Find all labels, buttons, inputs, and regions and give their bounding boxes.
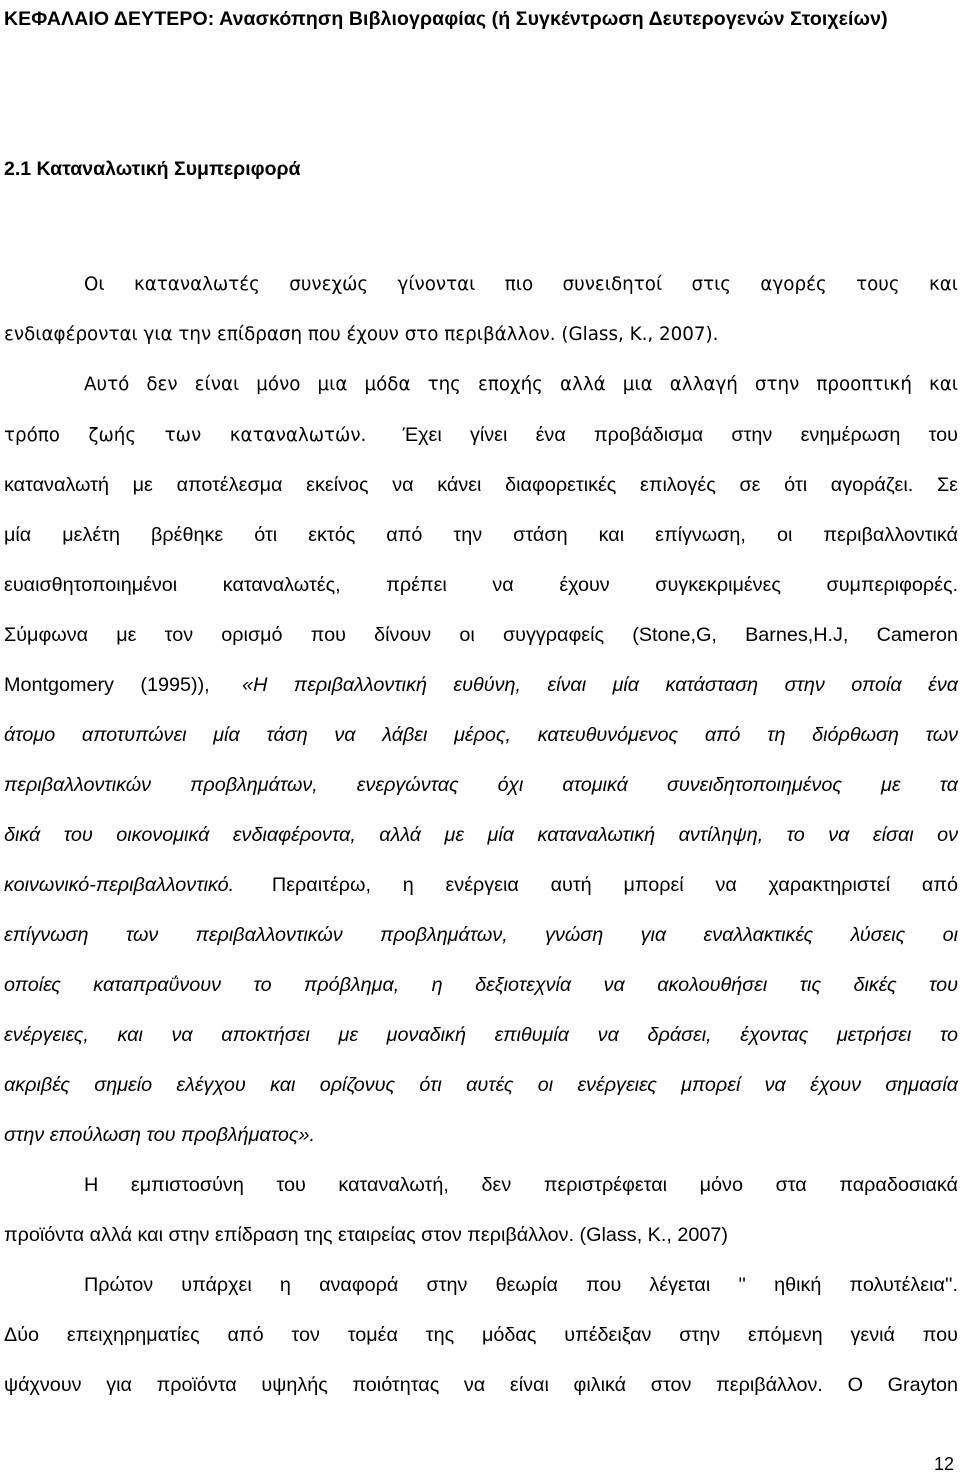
text-line: Η εμπιστοσύνη του καταναλωτή, δεν περιστρέφεται μόνο στα παραδοσιακά — [84, 1174, 958, 1196]
quote-span: κοινωνικό-περιβαλλοντικό. — [4, 874, 235, 896]
text-line: ενδιαφέρονται για την επίδραση που έχουν στο περιβάλλον. (Glass, K., 2007). — [4, 324, 719, 345]
text-line — [4, 918, 958, 952]
chapter-header: ΚΕΦΑΛΑΙΟ ΔΕΥΤΕΡΟ: Ανασκόπηση Βιβλιογραφίας (ή Συγκέντρωση Δευτερογενών Στοιχείων) — [4, 8, 888, 30]
text-span: τρόπο ζωής των καταναλωτών. — [4, 425, 367, 446]
text-line — [4, 1118, 958, 1152]
page-number: 12 — [933, 1454, 954, 1474]
text-line — [4, 668, 958, 702]
quote-span: στην επούλωση του προβλήματος». — [4, 1124, 315, 1146]
text-line: Αυτό δεν είναι μόνο μια μόδα της εποχής αλλά μια αλλαγή στην προοπτική και — [84, 374, 958, 395]
text-line: ευαισθητοποιημένοι καταναλωτές, πρέπει να έχουν συγκεκριμένες συμπεριφορές. — [4, 574, 958, 596]
text-line: μία μελέτη βρέθηκε ότι εκτός από την στάση και επίγνωση, οι περιβαλλοντικά — [4, 524, 958, 546]
text-line: ψάχνουν για προϊόντα υψηλής ποιότητας να είναι φιλικά στον περιβάλλον. Ο Grayton — [4, 1374, 958, 1396]
text-line — [4, 968, 958, 1002]
quote-span: δικά του οικονομικά ενδιαφέροντα, αλλά με μία καταναλωτική αντίληψη, το να είσαι ον — [4, 824, 958, 846]
text-span: Έχει γίνει ένα προβάδισμα στην ενημέρωση του — [402, 424, 958, 446]
text-line — [4, 418, 958, 452]
text-line: Δύο επειχηρηματίες από τον τομέα της μόδας υπέδειξαν στην επόμενη γενιά που — [4, 1324, 958, 1346]
text-line: Οι καταναλωτές συνεχώς γίνονται πιο συνειδητοί στις αγορές τους και — [84, 274, 958, 295]
text-line: Σύμφωνα με τον ορισμό που δίνουν οι συγγραφείς (Stone,G, Barnes,H.J, Cameron — [4, 624, 958, 646]
text-line: καταναλωτή με αποτέλεσμα εκείνος να κάνει διαφορετικές επιλογές σε ότι αγοράζει. Σε — [4, 474, 958, 496]
text-line — [4, 1068, 958, 1102]
text-line — [4, 1018, 958, 1052]
text-line — [4, 868, 958, 902]
quote-span: οποίες καταπραΰνουν το πρόβλημα, η δεξιοτεχνία να ακολουθήσει τις δικές του — [4, 974, 958, 996]
quote-span: ενέργειες, και να αποκτήσει με μοναδική επιθυμία να δράσει, έχοντας μετρήσει το — [4, 1024, 958, 1046]
text-line — [4, 718, 958, 752]
text-line — [4, 818, 958, 852]
text-line — [4, 768, 958, 802]
section-heading: 2.1 Καταναλωτική Συμπεριφορά — [4, 158, 301, 180]
text-span: Montgomery (1995)), — [4, 674, 210, 696]
text-span: Περαιτέρω, η ενέργεια αυτή μπορεί να χαρακτηριστεί από — [271, 874, 958, 896]
quote-span: «Η περιβαλλοντική ευθύνη, είναι μία κατάσταση στην οποία ένα — [242, 674, 958, 696]
quote-span: επίγνωση των περιβαλλοντικών προβλημάτων, γνώση για εναλλακτικές λύσεις οι — [4, 924, 958, 946]
text-line: προϊόντα αλλά και στην επίδραση της εταιρείας στον περιβάλλον. (Glass, K., 2007) — [4, 1224, 728, 1246]
quote-span: άτομο αποτυπώνει μία τάση να λάβει μέρος, κατευθυνόμενος από τη διόρθωση των — [4, 724, 958, 746]
quote-span: περιβαλλοντικών προβλημάτων, ενεργώντας όχι ατομικά συνειδητοποιημένος με τα — [4, 774, 958, 796]
text-line: Πρώτον υπάρχει η αναφορά στην θεωρία που λέγεται '' ηθική πολυτέλεια''. — [84, 1274, 958, 1296]
quote-span: ακριβές σημείο ελέγχου και ορίζονυς ότι αυτές οι ενέργειες μπορεί να έχουν σημασία — [4, 1074, 958, 1096]
